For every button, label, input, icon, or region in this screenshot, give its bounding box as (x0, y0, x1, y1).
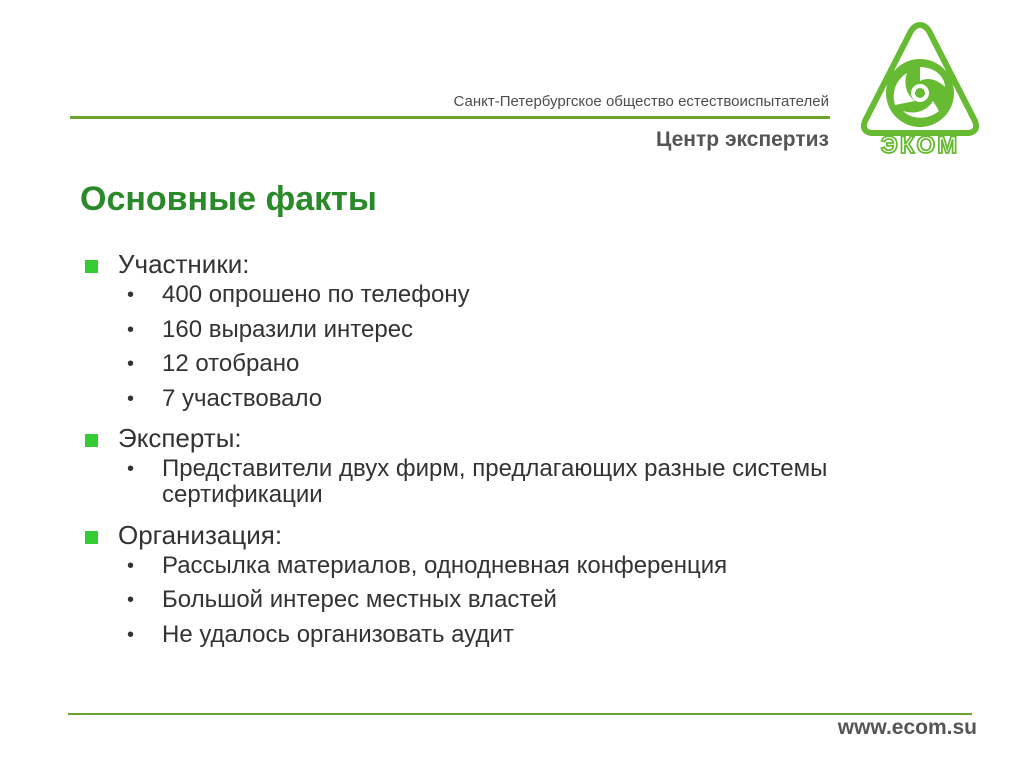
list-item-text: Рассылка материалов, однодневная конференция (162, 551, 728, 579)
bullet-list (85, 553, 985, 648)
section-heading (85, 246, 985, 282)
org-name: Санкт-Петербургское общество естествоиспытателей (453, 93, 829, 110)
bullet-dot-icon: • (127, 387, 135, 410)
bullet-list (85, 456, 985, 508)
bullet-dot-icon: • (127, 623, 135, 646)
list-item (85, 282, 985, 308)
header-divider (70, 116, 830, 119)
section-heading-text: Эксперты: (118, 423, 242, 453)
list-item-text: Не удалось организовать аудит (162, 620, 514, 648)
bullet-dot-icon: • (127, 318, 135, 341)
bullet-dot-icon: • (127, 458, 135, 480)
list-item (85, 317, 985, 343)
section-heading-text: Участники: (118, 249, 250, 279)
section-experts (85, 420, 985, 508)
list-item-text: Представители двух фирм, предлагающих разные системы сертификации (162, 455, 828, 508)
bullet-list (85, 282, 985, 412)
section-participants (85, 246, 985, 412)
slide-title: Основные факты (80, 180, 377, 218)
list-item-text: 160 выразили интерес (162, 315, 414, 343)
list-item-text: 400 опрошено по телефону (162, 281, 470, 308)
list-item (85, 622, 985, 648)
square-bullet-icon (85, 260, 98, 273)
list-item (85, 386, 985, 412)
section-heading-text: Организация: (118, 519, 283, 550)
square-bullet-icon (85, 434, 98, 447)
center-name: Центр экспертиз (656, 128, 829, 151)
slide-content (85, 246, 985, 656)
bullet-dot-icon: • (127, 284, 135, 306)
list-item-text: 7 участвовало (162, 384, 323, 412)
section-heading (85, 517, 985, 553)
site-url: www.ecom.su (837, 716, 977, 739)
bullet-dot-icon: • (127, 589, 135, 611)
section-heading (85, 420, 985, 456)
footer-divider (68, 713, 972, 715)
square-bullet-icon (85, 531, 98, 544)
ecom-logo (855, 15, 985, 160)
bullet-dot-icon: • (127, 554, 135, 577)
list-item (85, 553, 985, 579)
list-item (85, 456, 985, 508)
list-item-text: Большой интерес местных властей (162, 586, 557, 613)
section-organization (85, 517, 985, 648)
bullet-dot-icon: • (127, 353, 135, 375)
list-item (85, 351, 985, 377)
list-item (85, 587, 985, 613)
list-item-text: 12 отобрано (162, 350, 300, 377)
logo-wordmark: ЭКОМ (880, 132, 960, 159)
